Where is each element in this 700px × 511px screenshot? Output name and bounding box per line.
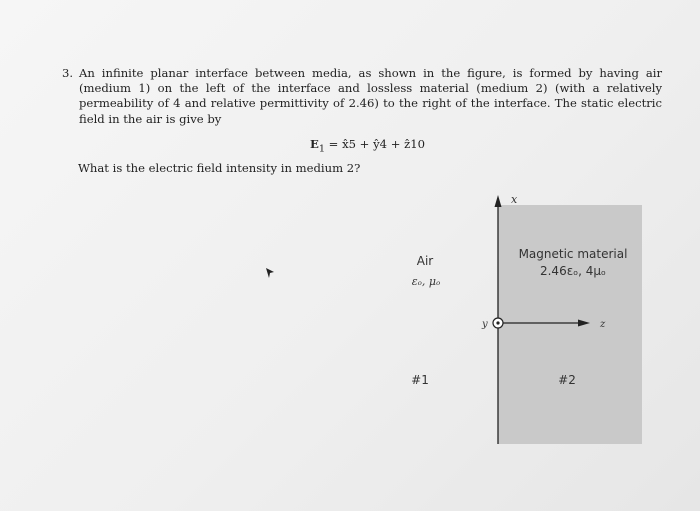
problem-text: An infinite planar interface between media, as shown in the figure, is formed by having air (medium 1) on the left of the interface and lossless material (medium 2) (with a relatively permeability of 4 and relative permittivity of 2.46) to the right of the interface. The static electric field in the air is give by — [79, 66, 662, 126]
medium2-tag: #2 — [558, 373, 576, 387]
medium1-name: Air — [416, 254, 434, 268]
question-text: What is the electric field intensity in medium 2? — [78, 161, 361, 175]
medium1-tag: #1 — [411, 373, 429, 387]
y-axis-dot-icon — [496, 321, 499, 324]
y-axis-label: y — [482, 319, 488, 330]
medium2-params: 2.46εₒ, 4μₒ — [539, 264, 607, 278]
z-axis-label: z — [600, 319, 606, 330]
equation-rhs: = x̂5 + ŷ4 + ẑ10 — [325, 137, 425, 151]
medium2-region — [498, 205, 642, 444]
problem-number: 3. — [62, 66, 74, 80]
medium1-params: εₒ, μₒ — [411, 275, 441, 288]
x-axis-arrowhead — [495, 195, 502, 207]
x-axis-label: x — [511, 193, 518, 206]
medium2-name: Magnetic material — [518, 247, 628, 261]
equation-field-symbol: E — [310, 137, 319, 151]
mouse-cursor-icon — [264, 266, 276, 280]
equation-field-subscript: 1 — [318, 143, 325, 155]
